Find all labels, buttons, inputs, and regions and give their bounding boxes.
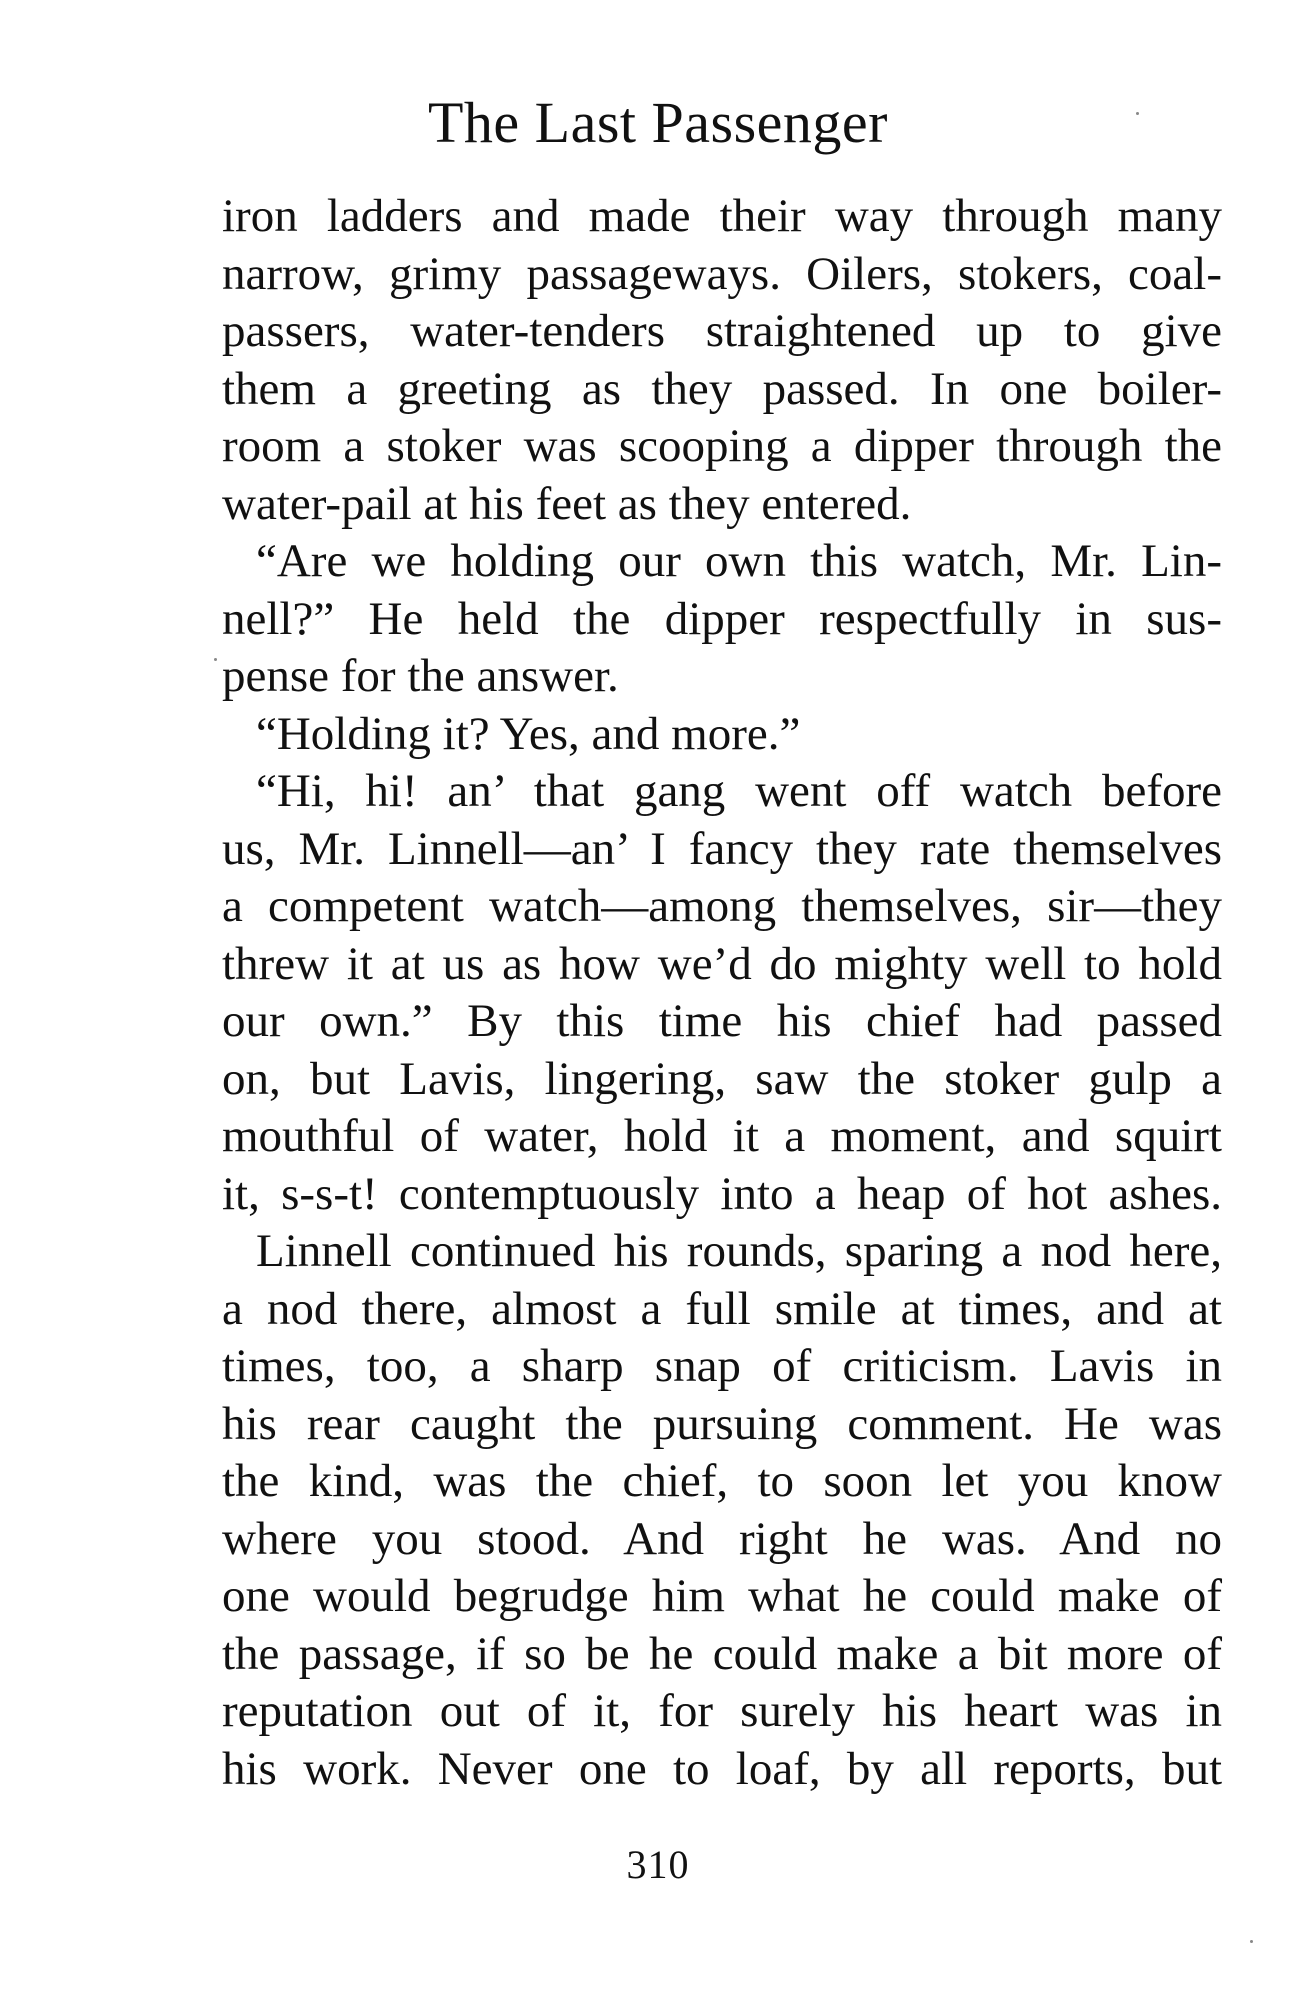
text-line: pense for the answer. bbox=[222, 650, 619, 702]
text-line: one would begrudge him what he could make of bbox=[222, 1570, 1222, 1622]
body-text bbox=[222, 188, 1222, 1798]
paper-speck bbox=[1136, 112, 1139, 115]
text-line: room a stoker was scooping a dipper through the bbox=[222, 420, 1222, 472]
text-line: Linnell continued his rounds, sparing a nod here, bbox=[256, 1225, 1222, 1277]
text-line: iron ladders and made their way through many bbox=[222, 190, 1222, 242]
text-line: “Holding it? Yes, and more.” bbox=[256, 707, 801, 760]
text-line: water-pail at his feet as they entered. bbox=[222, 477, 912, 530]
text-line: them a greeting as they passed. In one boiler- bbox=[222, 362, 1222, 415]
text-line: our own.” By this time his chief had passed bbox=[222, 995, 1222, 1047]
text-line: “Are we holding our own this watch, Mr. Lin- bbox=[256, 535, 1222, 587]
text-line: narrow, grimy passageways. Oilers, stokers, coal- bbox=[222, 247, 1222, 300]
text-line: his rear caught the pursuing comment. He was bbox=[222, 1397, 1222, 1450]
text-line: passers, water-tenders straightened up to give bbox=[222, 305, 1222, 357]
text-line: where you stood. And right he was. And no bbox=[222, 1512, 1222, 1565]
paper-speck bbox=[214, 658, 217, 661]
paper-speck bbox=[1250, 1940, 1253, 1943]
running-head: The Last Passenger bbox=[428, 90, 888, 155]
text-line: the kind, was the chief, to soon let you know bbox=[222, 1455, 1222, 1507]
text-line: “Hi, hi! an’ that gang went off watch before bbox=[256, 765, 1222, 817]
text-line: his work. Never one to loaf, by all reports, but bbox=[222, 1742, 1222, 1795]
text-line: a nod there, almost a full smile at times, and at bbox=[222, 1282, 1222, 1335]
text-line: it, s-s-t! contemptuously into a heap of hot ashes. bbox=[222, 1167, 1222, 1220]
text-line: the passage, if so be he could make a bit more of bbox=[222, 1627, 1222, 1680]
text-line: reputation out of it, for surely his heart was in bbox=[222, 1685, 1222, 1737]
text-line: threw it at us as how we’d do mighty well to hold bbox=[222, 937, 1222, 990]
text-line: us, Mr. Linnell—an’ I fancy they rate themselves bbox=[222, 822, 1222, 875]
text-line: mouthful of water, hold it a moment, and squirt bbox=[222, 1110, 1222, 1162]
text-line: a competent watch—among themselves, sir—they bbox=[222, 880, 1222, 932]
text-line: times, too, a sharp snap of criticism. Lavis in bbox=[222, 1340, 1222, 1392]
text-line: nell?” He held the dipper respectfully in sus- bbox=[222, 592, 1222, 645]
page-number: 310 bbox=[626, 1842, 690, 1887]
text-line: on, but Lavis, lingering, saw the stoker gulp a bbox=[222, 1052, 1222, 1105]
